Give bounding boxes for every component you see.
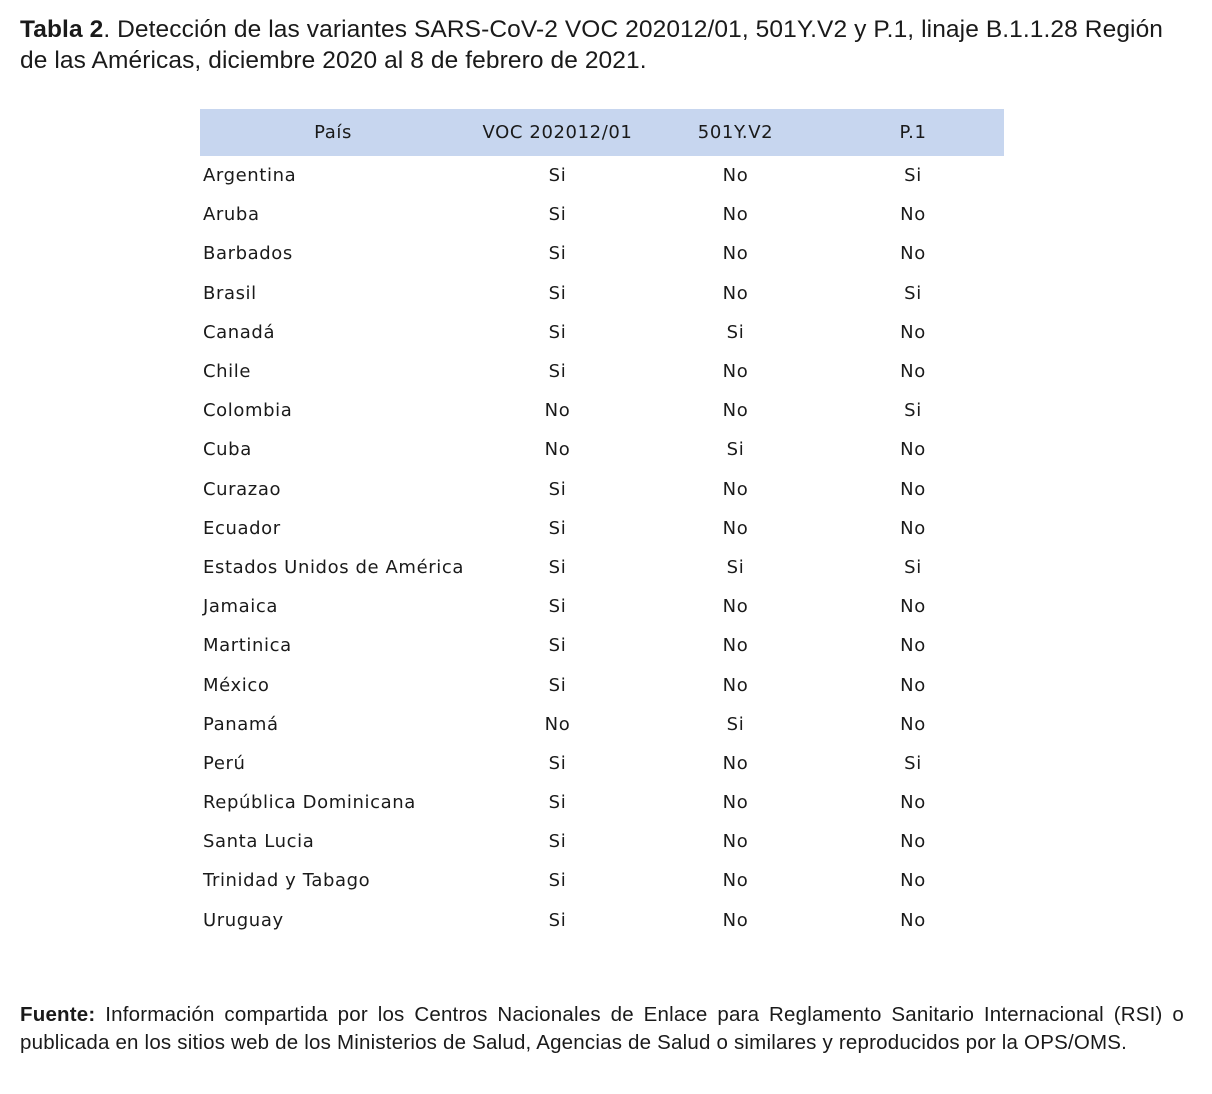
source-text: Información compartida por los Centros Nacionales de Enlace para Reglamento Sanitario Internacional (RSI) o publicada en los sitios web de los Ministerios de Salud, Agencias de Salud o similares y reproducidos por la OPS/OMS. xyxy=(20,1003,1184,1054)
cell-country: Aruba xyxy=(203,204,260,226)
cell-p1: No xyxy=(900,361,926,383)
cell-501y-v2: Si xyxy=(726,556,745,578)
cell-country: Trinidad y Tabago xyxy=(203,870,371,892)
table-row xyxy=(200,744,1004,783)
table-header xyxy=(200,109,1004,156)
cell-501y-v2: No xyxy=(722,165,749,187)
cell-501y-v2: Si xyxy=(726,321,745,343)
table-row xyxy=(200,391,1004,430)
cell-p1: No xyxy=(900,792,926,814)
header-501y-v2: 501Y.V2 xyxy=(697,122,774,143)
cell-p1: No xyxy=(900,674,926,696)
table-row xyxy=(200,313,1004,352)
cell-voc-202012-01: Si xyxy=(548,635,567,657)
cell-p1: No xyxy=(900,517,926,539)
table-row xyxy=(200,430,1004,469)
cell-501y-v2: No xyxy=(722,870,749,892)
cell-country: Barbados xyxy=(203,243,293,265)
cell-voc-202012-01: Si xyxy=(548,596,567,618)
caption-label: Tabla 2 xyxy=(20,16,104,43)
table-row xyxy=(200,470,1004,509)
cell-501y-v2: No xyxy=(722,282,749,304)
cell-p1: Si xyxy=(904,282,922,304)
cell-country: Curazao xyxy=(203,478,282,500)
cell-p1: No xyxy=(900,596,926,618)
cell-p1: Si xyxy=(904,752,922,774)
cell-501y-v2: Si xyxy=(726,713,745,735)
table-caption xyxy=(20,14,1195,76)
cell-country: Jamaica xyxy=(203,596,279,618)
cell-country: México xyxy=(203,674,270,696)
table-row xyxy=(200,901,1004,940)
caption-text: . Detección de las variantes SARS-CoV-2 VOC 202012/01, 501Y.V2 y P.1, linaje B.1.1.28 Región de las Américas, diciembre 2020 al 8 de febrero de 2021. xyxy=(20,16,1164,74)
cell-country: Santa Lucia xyxy=(203,831,315,853)
cell-p1: No xyxy=(900,909,926,931)
cell-voc-202012-01: Si xyxy=(548,165,567,187)
cell-p1: No xyxy=(900,635,926,657)
table-row xyxy=(200,861,1004,900)
cell-p1: Si xyxy=(904,400,922,422)
source-label: Fuente: xyxy=(20,1003,96,1026)
cell-country: Chile xyxy=(203,361,252,383)
cell-501y-v2: No xyxy=(722,478,749,500)
cell-501y-v2: No xyxy=(722,752,749,774)
header-p1: P.1 xyxy=(899,122,927,143)
table-row xyxy=(200,548,1004,587)
cell-voc-202012-01: Si xyxy=(548,282,567,304)
cell-country: Panamá xyxy=(203,713,279,735)
cell-voc-202012-01: Si xyxy=(548,361,567,383)
cell-country: Colombia xyxy=(203,400,293,422)
cell-501y-v2: No xyxy=(722,792,749,814)
cell-501y-v2: No xyxy=(722,361,749,383)
cell-country: Canadá xyxy=(203,321,276,343)
cell-501y-v2: No xyxy=(722,831,749,853)
cell-country: Ecuador xyxy=(203,517,281,539)
cell-p1: Si xyxy=(904,556,922,578)
table-row xyxy=(200,783,1004,822)
cell-voc-202012-01: No xyxy=(544,439,571,461)
table-row xyxy=(200,665,1004,704)
cell-voc-202012-01: Si xyxy=(548,674,567,696)
cell-p1: No xyxy=(900,478,926,500)
table-row xyxy=(200,509,1004,548)
cell-501y-v2: No xyxy=(722,243,749,265)
cell-country: Uruguay xyxy=(203,909,284,931)
cell-country: República Dominicana xyxy=(203,792,416,814)
cell-country: Perú xyxy=(203,752,246,774)
cell-501y-v2: Si xyxy=(726,439,745,461)
table-row xyxy=(200,626,1004,665)
source-note xyxy=(20,1001,1184,1057)
cell-501y-v2: No xyxy=(722,204,749,226)
table-body xyxy=(200,156,1004,940)
cell-voc-202012-01: Si xyxy=(548,831,567,853)
cell-country: Brasil xyxy=(203,282,257,304)
variants-table xyxy=(200,109,1004,940)
table-row xyxy=(200,587,1004,626)
cell-voc-202012-01: Si xyxy=(548,792,567,814)
cell-voc-202012-01: Si xyxy=(548,517,567,539)
table-row xyxy=(200,156,1004,195)
cell-p1: No xyxy=(900,831,926,853)
table-row xyxy=(200,195,1004,234)
cell-p1: No xyxy=(900,870,926,892)
cell-voc-202012-01: No xyxy=(544,400,571,422)
cell-voc-202012-01: Si xyxy=(548,478,567,500)
cell-voc-202012-01: Si xyxy=(548,752,567,774)
cell-501y-v2: No xyxy=(722,400,749,422)
header-row xyxy=(200,109,1004,156)
cell-p1: Si xyxy=(904,165,922,187)
cell-501y-v2: No xyxy=(722,674,749,696)
cell-country: Argentina xyxy=(203,165,297,187)
table-row xyxy=(200,234,1004,273)
table-row xyxy=(200,352,1004,391)
cell-501y-v2: No xyxy=(722,517,749,539)
cell-country: Cuba xyxy=(203,439,252,461)
cell-voc-202012-01: Si xyxy=(548,909,567,931)
cell-voc-202012-01: Si xyxy=(548,556,567,578)
table-row xyxy=(200,705,1004,744)
cell-p1: No xyxy=(900,713,926,735)
cell-p1: No xyxy=(900,243,926,265)
cell-voc-202012-01: Si xyxy=(548,321,567,343)
table-row xyxy=(200,822,1004,861)
cell-p1: No xyxy=(900,439,926,461)
table-row xyxy=(200,274,1004,313)
header-voc-202012-01: VOC 202012/01 xyxy=(482,122,633,143)
cell-p1: No xyxy=(900,204,926,226)
cell-501y-v2: No xyxy=(722,635,749,657)
header-country: País xyxy=(314,122,352,143)
cell-voc-202012-01: No xyxy=(544,713,571,735)
cell-p1: No xyxy=(900,321,926,343)
cell-country: Estados Unidos de América xyxy=(203,556,464,578)
cell-country: Martinica xyxy=(203,635,292,657)
cell-voc-202012-01: Si xyxy=(548,870,567,892)
cell-501y-v2: No xyxy=(722,909,749,931)
cell-voc-202012-01: Si xyxy=(548,204,567,226)
cell-voc-202012-01: Si xyxy=(548,243,567,265)
cell-501y-v2: No xyxy=(722,596,749,618)
